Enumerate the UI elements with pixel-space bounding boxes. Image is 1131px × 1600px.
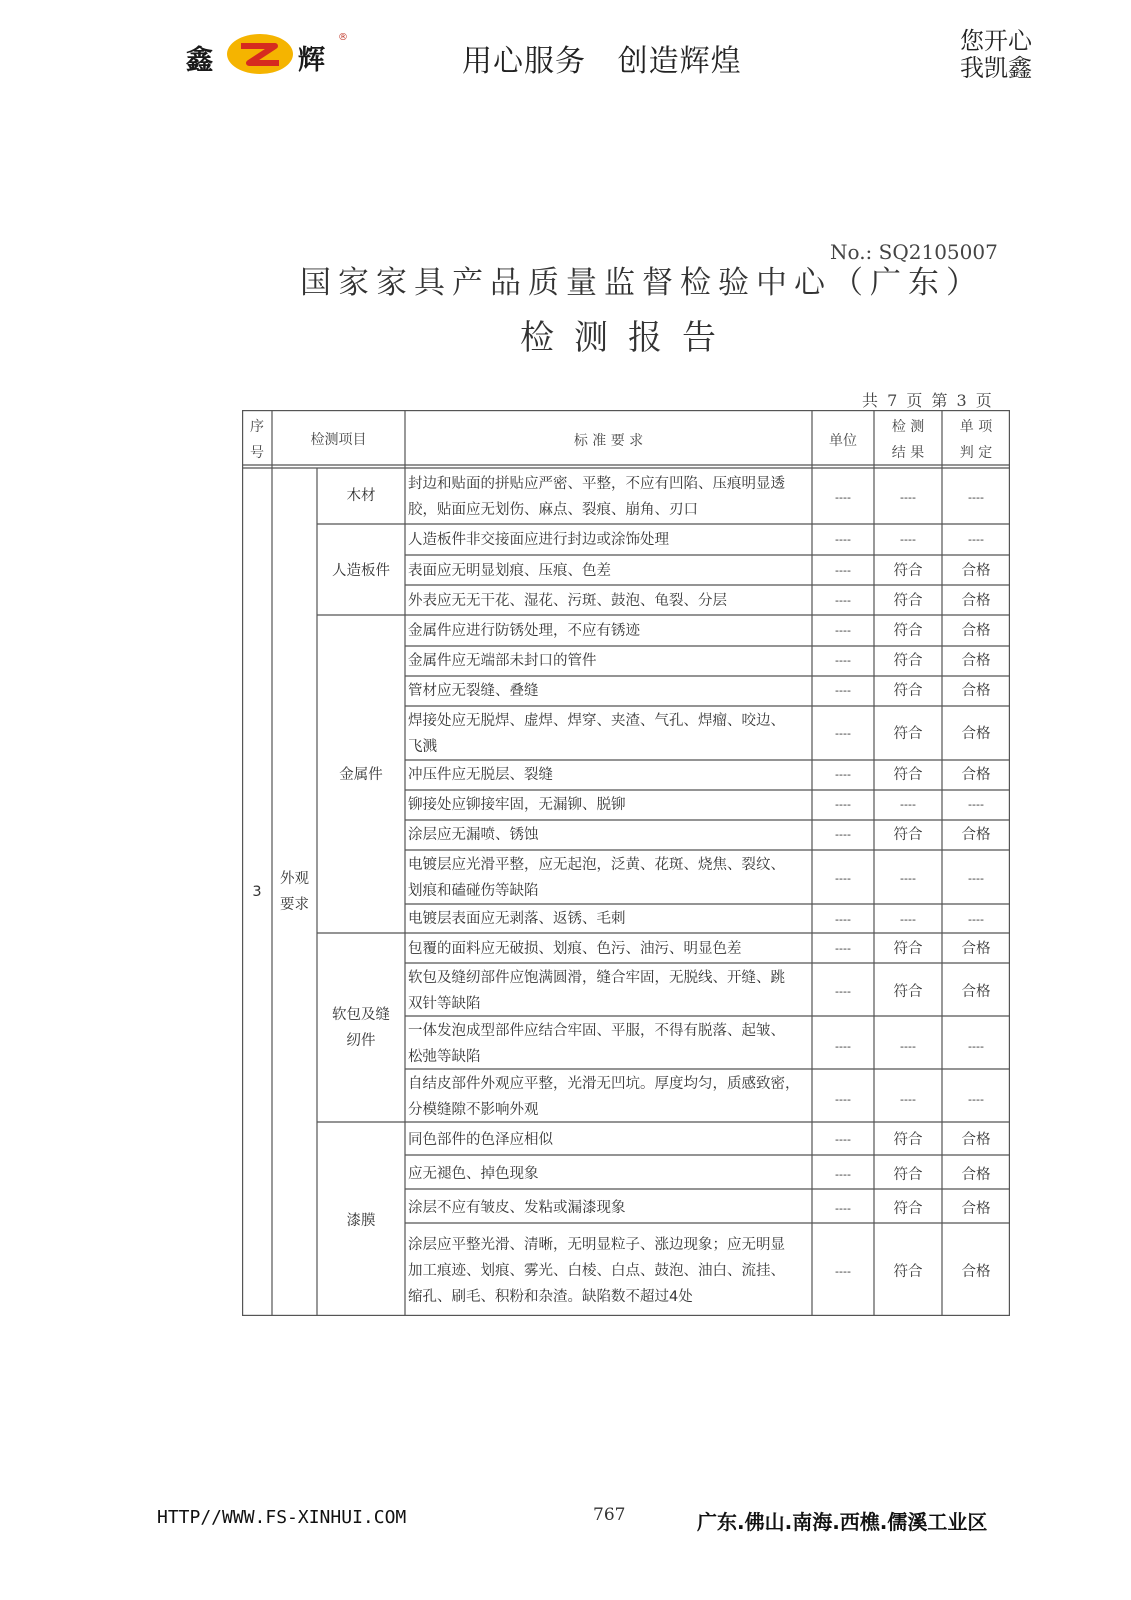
- header-result-line1: 检 测: [891, 419, 925, 435]
- category-name: [272, 866, 317, 918]
- company-logo: [182, 30, 352, 78]
- header-result: [874, 414, 942, 466]
- group-metal: [317, 762, 405, 788]
- row-result: 符合: [893, 623, 923, 639]
- group-paint-film: [317, 1208, 405, 1234]
- table-row-requirement: 人造板件非交接面应进行封边或涂饰处理: [408, 532, 669, 548]
- row-unit: ----: [835, 684, 851, 697]
- logo-emblem-icon: [227, 34, 293, 74]
- row-unit: ----: [835, 872, 851, 885]
- row-result: 符合: [893, 593, 923, 609]
- header-result-line2: 结 果: [891, 445, 925, 461]
- report-title: 检测报告: [520, 318, 736, 358]
- row-result: ----: [900, 798, 916, 811]
- table-row-requirement: 冲压件应无脱层、裂缝: [408, 767, 553, 783]
- row-result: ----: [900, 872, 916, 885]
- seq-number: 3: [252, 884, 262, 900]
- row-unit: ----: [835, 798, 851, 811]
- requirement-line: 缩孔、刷毛、积粉和杂渣。缺陷数不超过4处: [408, 1289, 693, 1305]
- table-row-requirement: [408, 852, 808, 904]
- row-unit: ----: [835, 913, 851, 926]
- logo-right-char: 辉: [298, 45, 325, 76]
- row-verdict: 合格: [961, 1167, 991, 1183]
- group-upholstery-label-2: 纫件: [346, 1033, 376, 1049]
- row-verdict: 合格: [961, 563, 991, 579]
- table-row-requirement: 同色部件的色泽应相似: [408, 1132, 553, 1148]
- group-upholstery: [317, 1002, 405, 1054]
- header-requirement: 标 准 要 求: [573, 433, 644, 449]
- table-row-requirement: 外表应无无干花、湿花、污斑、鼓泡、龟裂、分层: [408, 593, 727, 609]
- row-result: 符合: [893, 984, 923, 1000]
- row-verdict: 合格: [961, 767, 991, 783]
- category-line1: 外观: [280, 871, 309, 887]
- table-row-requirement: [408, 1071, 808, 1123]
- tagline-line1: 您开心: [960, 27, 1032, 55]
- header-seq-line1: 序: [250, 419, 264, 435]
- row-verdict: 合格: [961, 1201, 991, 1217]
- row-verdict: 合格: [961, 593, 991, 609]
- table-row-requirement: 管材应无裂缝、叠缝: [408, 683, 539, 699]
- row-result: 符合: [893, 1201, 923, 1217]
- row-result: ----: [900, 1093, 916, 1106]
- requirement-line: 胶，贴面应无划伤、麻点、裂痕、崩角、刃口: [408, 502, 698, 518]
- table-row-requirement: [408, 965, 808, 1017]
- row-unit: ----: [835, 768, 851, 781]
- requirement-line: 双针等缺陷: [408, 996, 481, 1012]
- row-unit: ----: [835, 828, 851, 841]
- header-verdict-line1: 单 项: [959, 419, 993, 435]
- requirement-line: 加工痕迹、划痕、雾光、白棱、白点、鼓泡、油白、流挂、: [408, 1263, 785, 1279]
- row-verdict: ----: [968, 1040, 984, 1053]
- table-row-requirement: [408, 1232, 808, 1310]
- footer-website: HTTP//WWW.FS-XINHUI.COM: [157, 1507, 407, 1528]
- row-result: 符合: [893, 1264, 923, 1280]
- row-unit: ----: [835, 564, 851, 577]
- requirement-line: 封边和贴面的拼贴应严密、平整，不应有凹陷、压痕明显透: [408, 476, 785, 492]
- row-result: 符合: [893, 563, 923, 579]
- row-verdict: 合格: [961, 941, 991, 957]
- row-verdict: ----: [968, 872, 984, 885]
- row-verdict: 合格: [961, 827, 991, 843]
- row-verdict: 合格: [961, 683, 991, 699]
- row-unit: ----: [835, 1133, 851, 1146]
- table-row-requirement: [408, 708, 808, 760]
- row-unit: ----: [835, 654, 851, 667]
- table-row-requirement: 涂层不应有皱皮、发粘或漏漆现象: [408, 1200, 626, 1216]
- requirement-line: 自结皮部件外观应平整，光滑无凹坑。厚度均匀，质感致密，: [408, 1076, 800, 1092]
- row-result: ----: [900, 533, 916, 546]
- requirement-line: 分模缝隙不影响外观: [408, 1102, 539, 1118]
- header-unit: 单位: [829, 433, 857, 449]
- header-seq: [242, 414, 272, 466]
- row-unit: ----: [835, 624, 851, 637]
- table-row-requirement: 金属件应进行防锈处理，不应有锈迹: [408, 623, 640, 639]
- row-unit: ----: [835, 1168, 851, 1181]
- row-result: 符合: [893, 941, 923, 957]
- row-unit: ----: [835, 1202, 851, 1215]
- tagline-line2: 我凯鑫: [960, 54, 1032, 82]
- header-slogan: 用心服务 创造辉煌: [462, 44, 742, 79]
- requirement-line: 软包及缝纫部件应饱满圆滑，缝合牢固，无脱线、开缝、跳: [408, 970, 785, 986]
- table-row-requirement: 涂层应无漏喷、锈蚀: [408, 827, 539, 843]
- inspection-table: [242, 410, 1010, 1316]
- row-verdict: 合格: [961, 1132, 991, 1148]
- table-row-requirement: 包覆的面料应无破损、划痕、色污、油污、明显色差: [408, 941, 742, 957]
- page-count: 共 7 页 第 3 页: [862, 391, 994, 410]
- row-verdict: 合格: [961, 1264, 991, 1280]
- row-verdict: 合格: [961, 623, 991, 639]
- report-number: No.: SQ2105007: [830, 240, 998, 264]
- row-verdict: ----: [968, 533, 984, 546]
- row-verdict: ----: [968, 1093, 984, 1106]
- header-seq-line2: 号: [250, 445, 264, 461]
- table-row-requirement: 金属件应无端部未封口的管件: [408, 653, 597, 669]
- row-unit: ----: [835, 533, 851, 546]
- row-result: 符合: [893, 767, 923, 783]
- row-verdict: ----: [968, 491, 984, 504]
- requirement-line: 一体发泡成型部件应结合牢固、平服，不得有脱落、起皱、: [408, 1023, 785, 1039]
- row-unit: ----: [835, 491, 851, 504]
- row-result: ----: [900, 1040, 916, 1053]
- row-verdict: 合格: [961, 653, 991, 669]
- group-panel-label: 人造板件: [332, 563, 390, 579]
- group-upholstery-label-1: 软包及缝: [332, 1007, 390, 1023]
- row-unit: ----: [835, 942, 851, 955]
- group-wood: [317, 483, 405, 509]
- requirement-line: 涂层应平整光滑、清晰，无明显粒子、涨边现象；应无明显: [408, 1237, 785, 1253]
- row-result: 符合: [893, 726, 923, 742]
- row-result: 符合: [893, 653, 923, 669]
- requirement-line: 电镀层应光滑平整，应无起泡，泛黄、花斑、烧焦、裂纹、: [408, 857, 785, 873]
- table-row-requirement: 应无褪色、掉色现象: [408, 1166, 539, 1182]
- row-unit: ----: [835, 985, 851, 998]
- header-verdict: [942, 414, 1010, 466]
- row-result: 符合: [893, 827, 923, 843]
- row-result: 符合: [893, 683, 923, 699]
- registered-mark: ®: [338, 32, 348, 43]
- table-row-requirement: 电镀层表面应无剥落、返锈、毛刺: [408, 911, 626, 927]
- requirement-line: 划痕和磕碰伤等缺陷: [408, 883, 539, 899]
- requirement-line: 焊接处应无脱焊、虚焊、焊穿、夹渣、气孔、焊瘤、咬边、: [408, 713, 785, 729]
- header-tagline: [960, 28, 1032, 82]
- row-unit: ----: [835, 1040, 851, 1053]
- requirement-line: 飞溅: [408, 739, 437, 755]
- row-unit: ----: [835, 594, 851, 607]
- group-metal-label: 金属件: [339, 767, 383, 783]
- footer-page-number: 767: [593, 1505, 626, 1525]
- footer-address: 广东.佛山.南海.西樵.儒溪工业区: [697, 1510, 988, 1534]
- row-result: ----: [900, 491, 916, 504]
- row-verdict: ----: [968, 913, 984, 926]
- header-verdict-line2: 判 定: [959, 445, 993, 461]
- category-line2: 要求: [280, 897, 309, 913]
- group-paint-film-label: 漆膜: [346, 1213, 376, 1229]
- group-wood-label: 木材: [346, 488, 376, 504]
- row-unit: ----: [835, 1265, 851, 1278]
- row-result: ----: [900, 913, 916, 926]
- row-verdict: 合格: [961, 984, 991, 1000]
- logo-left-char: 鑫: [186, 45, 213, 76]
- table-row-requirement: 表面应无明显划痕、压痕、色差: [408, 563, 611, 579]
- row-unit: ----: [835, 727, 851, 740]
- inspection-center-name: 国家家具产品质量监督检验中心（广东）: [300, 265, 984, 301]
- header-item: 检测项目: [310, 432, 367, 448]
- table-row-requirement: 铆接处应铆接牢固，无漏铆、脱铆: [408, 797, 626, 813]
- group-panel: [317, 558, 405, 584]
- row-verdict: 合格: [961, 726, 991, 742]
- requirement-line: 松弛等缺陷: [408, 1049, 481, 1065]
- table-row-requirement: [408, 1018, 808, 1070]
- row-result: 符合: [893, 1132, 923, 1148]
- row-result: 符合: [893, 1167, 923, 1183]
- row-unit: ----: [835, 1093, 851, 1106]
- table-row-requirement: [408, 471, 808, 523]
- row-verdict: ----: [968, 798, 984, 811]
